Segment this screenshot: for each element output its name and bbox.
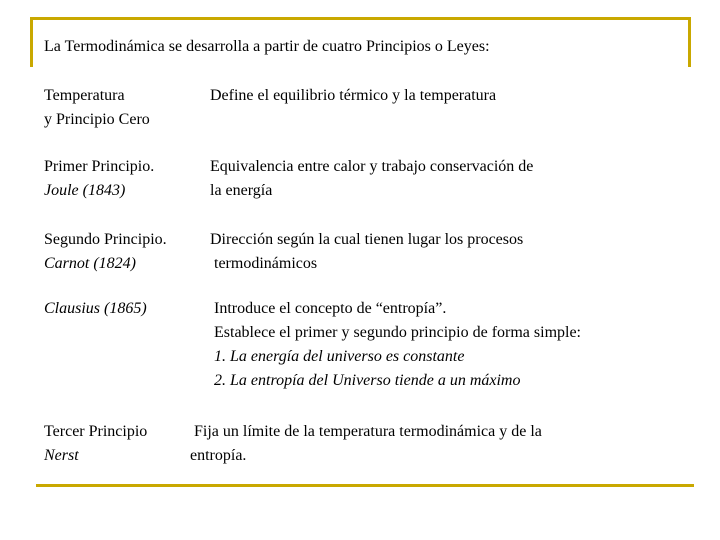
row-2-right-line-2: la energía: [210, 182, 273, 199]
row-5-left-line-2: Nerst: [44, 447, 79, 464]
row-1-left-line-2: y Principio Cero: [44, 111, 150, 128]
row-4-right-line-2: Establece el primer y segundo principio de forma simple:: [214, 324, 581, 341]
row-5-right-line-1: Fija un límite de la temperatura termodinámica y de la: [194, 423, 542, 440]
row-3-right-line-1: Dirección según la cual tienen lugar los procesos: [210, 231, 524, 248]
row-1-left-line-1: Temperatura: [44, 87, 125, 104]
row-4-right-line-3: 1. La energía del universo es constante: [214, 348, 465, 365]
row-4-left-line-1: Clausius (1865): [44, 300, 147, 317]
row-2-left-line-2: Joule (1843): [44, 182, 126, 199]
row-5-right-line-2: entropía.: [190, 447, 247, 464]
row-3-right-line-2: termodinámicos: [214, 255, 318, 272]
bottom-rule: [36, 484, 694, 487]
left-corner-rule: [30, 17, 33, 67]
row-1-right-line-1: Define el equilibrio térmico y la temperatura: [210, 87, 497, 104]
row-5-left-line-1: Tercer Principio: [44, 423, 148, 440]
row-3-left-line-1: Segundo Principio.: [44, 231, 167, 248]
right-corner-rule: [688, 17, 691, 67]
row-4-right-line-4: 2. La entropía del Universo tiende a un máximo: [214, 372, 521, 389]
row-3-left-line-2: Carnot (1824): [44, 255, 136, 272]
row-2-left-line-1: Primer Principio.: [44, 158, 155, 175]
slide-heading: La Termodinámica se desarrolla a partir de cuatro Principios o Leyes:: [44, 38, 490, 55]
row-2-right-line-1: Equivalencia entre calor y trabajo conservación de: [210, 158, 534, 175]
row-4-right-line-1: Introduce el concepto de “entropía”.: [214, 300, 447, 317]
top-rule: [30, 17, 690, 20]
